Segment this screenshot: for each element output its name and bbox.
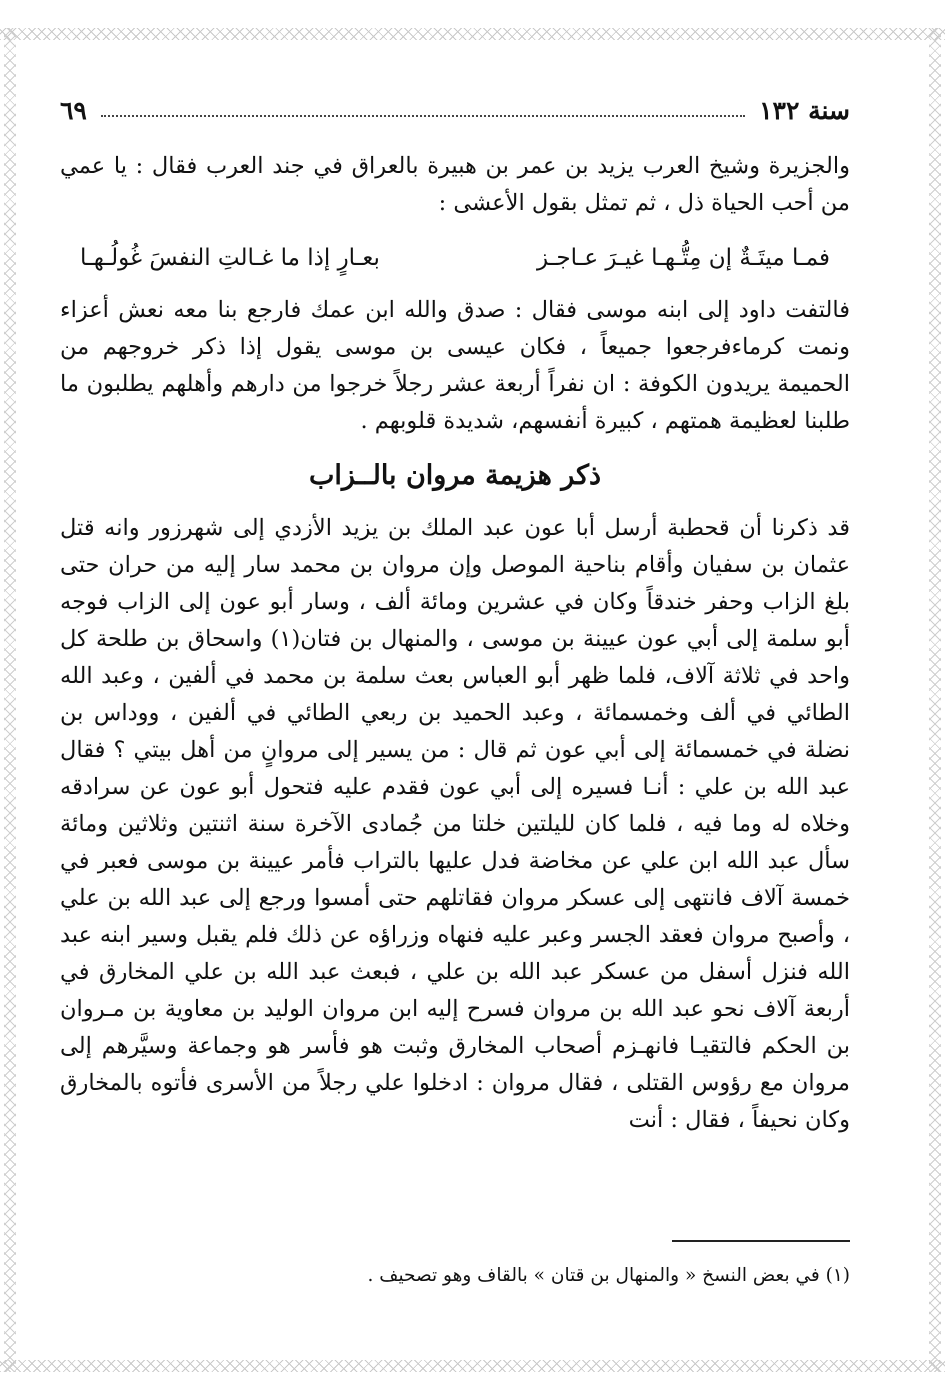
footnote-divider xyxy=(672,1240,850,1242)
decorative-border-left xyxy=(4,28,16,1372)
paragraph-dawud: فالتفت داود إلى ابنه موسى فقال : صدق والله ابن عمك فارجع بنا معه نعش أعزاء ونمت كرماءفرجعوا جميعاً ، فكان عيسى بن موسى يقول إذا ذكر خروجهم من الحميمة يريدون الكوفة : ان نفراً أربعة عشر رجلاً خرجوا من دارهم وأهلهم يطلبون ما طلبنا لعظيمة همتهم ، كبيرة أنفسهم، شديدة قلوبهم . xyxy=(60,297,850,434)
footnote: (١) في بعض النسخ « والمنهال بن قتان » بالقاف وهو تصحيف . xyxy=(367,1265,850,1286)
decorative-border-right xyxy=(929,28,941,1372)
book-page xyxy=(60,90,850,1340)
verse-second-hemistich: بعـارٍ إذا ما غـالتِ النفسَ غُولُـهـا xyxy=(80,245,380,271)
running-header xyxy=(60,90,850,130)
decorative-border-top xyxy=(0,28,945,40)
verse-first-hemistich: فمـا ميتَـةٌ إن مِتُّـهـا غيـرَ عـاجـز xyxy=(536,245,830,271)
paragraph-battle-zab: قد ذكرنا أن قحطبة أرسل أبا عون عبد الملك بن يزيد الأزدي إلى شهرزور وانه قتل عثمان بن سفيان وأقام بناحية الموصل وإن مروان بن محمد سار إليه من حران حتى بلغ الزاب وحفر خندقاً وكان في عشرين ومائة ألف ، وسار أبو عون إلى الزاب فوجه أبو سلمة إلى أبي عون عيينة بن موسى ، والمنهال بن فتان(١) واسحاق بن طلحة كل واحد في ثلاثة آلاف، فلما ظهر أبو العباس بعث سلمة بن محمد في ألفين ، وعبد الله الطائي في ألف وخمسمائة ، وعبد الحميد بن ربعي الطائي في ألفين ، ووداس بن نضلة في خمسمائة إلى أبي عون ثم قال : من يسير إلى مروانٍ من أهل بيتي ؟ فقال عبد الله بن علي : أنـا فسيره إلى أبي عون فقدم عليه فتحول أبو عون عن سرادقه وخلاه له وما فيه ، فلما كان لليلتين خلتا من جُمادى الآخرة سنة اثنتين وثلاثين ومائة سأل عبد الله ابن علي عن مخاضة فدل عليها بالتراب فأمر عيينة بن موسى فعبر في خمسة آلاف فانتهى إلى عسكر مروان فقاتلهم حتى أمسوا ورجع إلى عبد الله بن علي ، وأصبح مروان فعقد الجسر وعبر عليه فنهاه وزراؤه عن ذلك فلم يقبل وسير ابنه عبد الله فنزل أسفل من عسكر عبد الله بن علي ، فبعث عبد الله بن علي المخارق في أربعة آلاف نحو عبد الله بن مروان فسرح إليه ابن مروان الوليد بن معاوية بن مـروان بن الحكم فالتقيـا فانهـزم أصحاب المخارق وثبت هو فأسر هو وجماعة وسيَّرهم إلى مروان مع رؤوس القتلى ، فقال مروان : ادخلوا علي رجلاً من الأسرى فأتوه بالمخارق وكان نحيفاً ، فقال : أنت xyxy=(60,515,851,1133)
decorative-border-bottom xyxy=(0,1360,945,1372)
section-heading: ذكر هزيمة مروان بالــزاب xyxy=(308,460,602,491)
page-body xyxy=(60,148,850,1139)
header-dotted-leader xyxy=(101,115,745,117)
year-label: سنة ١٣٢ xyxy=(759,95,850,125)
paragraph-opening: والجزيرة وشيخ العرب يزيد بن عمر بن هبيرة بالعراق في جند العرب فقال : يا عمي من أحب الحياة ذل ، ثم تمثل بقول الأعشى : xyxy=(60,153,850,216)
poetry-verse xyxy=(80,240,830,276)
page-number: ٦٩ xyxy=(60,95,87,125)
